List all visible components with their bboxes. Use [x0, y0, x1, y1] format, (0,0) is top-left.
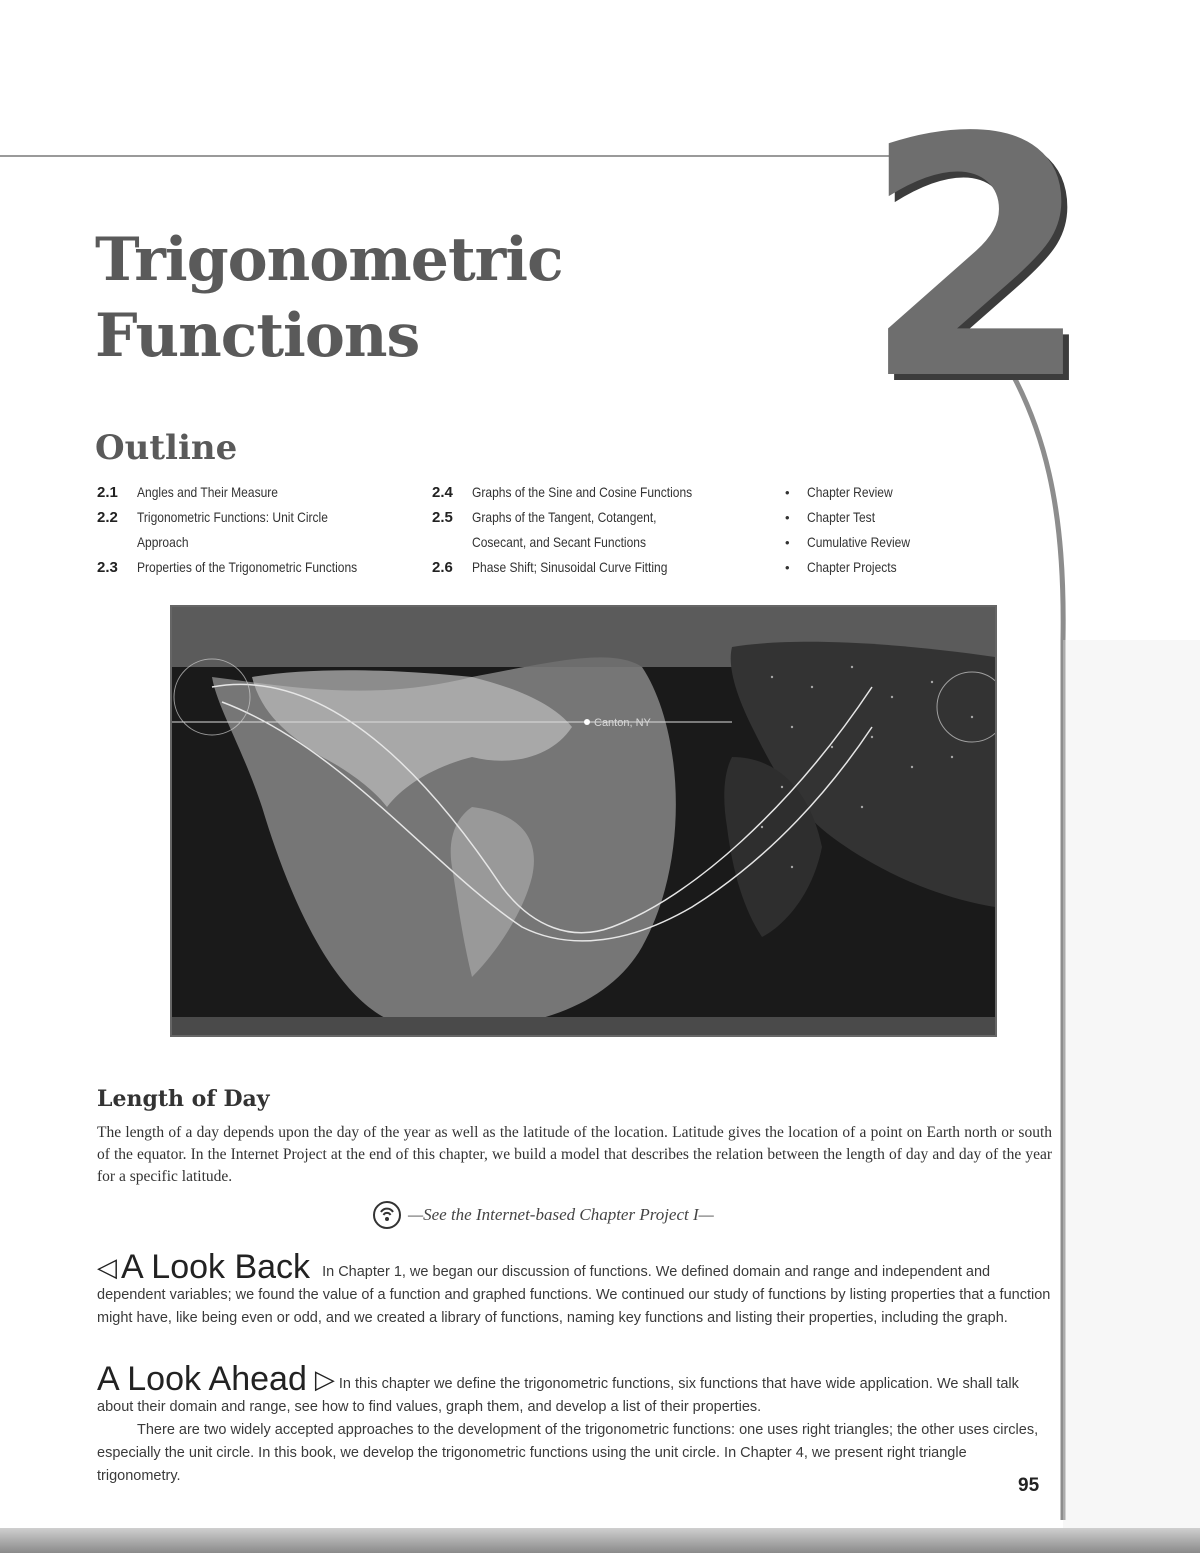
look-ahead-section — [97, 1362, 1052, 1488]
chapter-title — [95, 222, 563, 374]
outline-item-label: Properties of the Trigonometric Functions — [137, 559, 358, 575]
look-ahead-text-2: There are two widely accepted approaches to the development of the trigonometric functions: one uses right triangles; the other uses circles, especially the unit circle. In this book, we develop the trigonometric functions using the unit circle. In Chapter 4, we present right triangle trigonometry. — [97, 1422, 1039, 1484]
outline-item — [785, 530, 965, 555]
look-back-text: In Chapter 1, we began our discussion of functions. We defined domain and range and independent and dependent variables; we found the value of a function and graphed functions. We continued our study of functions by listing properties that a function might have, like being even or odd, and we created a library of functions, naming key functions and listing their properties, including the graph. — [97, 1264, 1051, 1326]
internet-project-reference — [372, 1200, 714, 1230]
look-back-section — [97, 1250, 1052, 1330]
outline-heading: Outline — [95, 428, 238, 468]
outline-item-number: 2.2 — [97, 509, 118, 526]
outline-item-number: 2.1 — [97, 484, 118, 501]
outline-item — [785, 555, 965, 580]
outline-item-label: Phase Shift; Sinusoidal Curve Fitting — [472, 559, 668, 575]
outline-item — [785, 480, 965, 505]
bullet-icon: • — [785, 510, 790, 525]
outline-item-label: Chapter Projects — [807, 559, 897, 575]
map-city-label: Canton, NY — [594, 717, 651, 729]
right-triangle-icon: ▷ — [314, 1364, 335, 1394]
outline-column-3 — [785, 480, 965, 580]
map-illustration — [172, 607, 995, 1035]
bullet-icon: • — [785, 560, 790, 575]
internet-signal-icon — [372, 1200, 402, 1230]
outline-item — [785, 505, 965, 530]
outline-item — [97, 505, 407, 555]
outline-item-label: Trigonometric Functions: Unit Circle Approach — [137, 509, 328, 550]
outline-item-label: Cumulative Review — [807, 534, 911, 550]
outline-item-number: 2.3 — [97, 559, 118, 576]
project-reference-text: —See the Internet-based Chapter Project I— — [408, 1205, 714, 1224]
look-back-title: A Look Back — [121, 1248, 311, 1286]
chapter-title-line1: Trigonometric — [95, 225, 563, 295]
page-number: 95 — [1018, 1475, 1040, 1496]
outline-column-1 — [97, 480, 407, 580]
outline-item-label: Chapter Review — [807, 484, 893, 500]
outline-item-label: Chapter Test — [807, 509, 876, 525]
left-triangle-icon: ◁ — [97, 1252, 117, 1282]
outline-item-number: 2.4 — [432, 484, 453, 501]
scan-edge-bottom — [0, 1528, 1200, 1553]
outline-item — [432, 480, 752, 505]
outline-item — [97, 555, 407, 580]
outline-item — [432, 505, 752, 555]
look-ahead-title: A Look Ahead — [97, 1360, 307, 1398]
bullet-icon: • — [785, 535, 790, 550]
outline-item-label: Graphs of the Sine and Cosine Functions — [472, 484, 693, 500]
look-ahead-text-1: In this chapter we define the trigonometric functions, six functions that have wide application. We shall talk about their domain and range, see how to find values, graph them, and develop a list of their properties. — [97, 1376, 1019, 1415]
bullet-icon: • — [785, 485, 790, 500]
section-heading: Length of Day — [97, 1086, 270, 1112]
chapter-title-line2: Functions — [95, 301, 420, 371]
outline-item-number: 2.5 — [432, 509, 453, 526]
scan-edge-top — [0, 155, 900, 157]
outline-column-2 — [432, 480, 752, 580]
earth-daylight-map — [170, 605, 997, 1037]
intro-paragraph: The length of a day depends upon the day of the year as well as the latitude of the location. Latitude gives the location of a point on Earth north or south of the equator. In the Internet Project at the end of this chapter, we build a model that describes the relation between the length of day and day of the year for a specific latitude. — [97, 1124, 1052, 1185]
outline-item-label: Graphs of the Tangent, Cotangent, Cosecant, and Secant Functions — [472, 509, 657, 550]
chapter-number: 2 — [862, 68, 1092, 452]
outline-item — [97, 480, 407, 505]
outline-item-number: 2.6 — [432, 559, 453, 576]
outline-item — [432, 555, 752, 580]
outline-item-label: Angles and Their Measure — [137, 484, 278, 500]
